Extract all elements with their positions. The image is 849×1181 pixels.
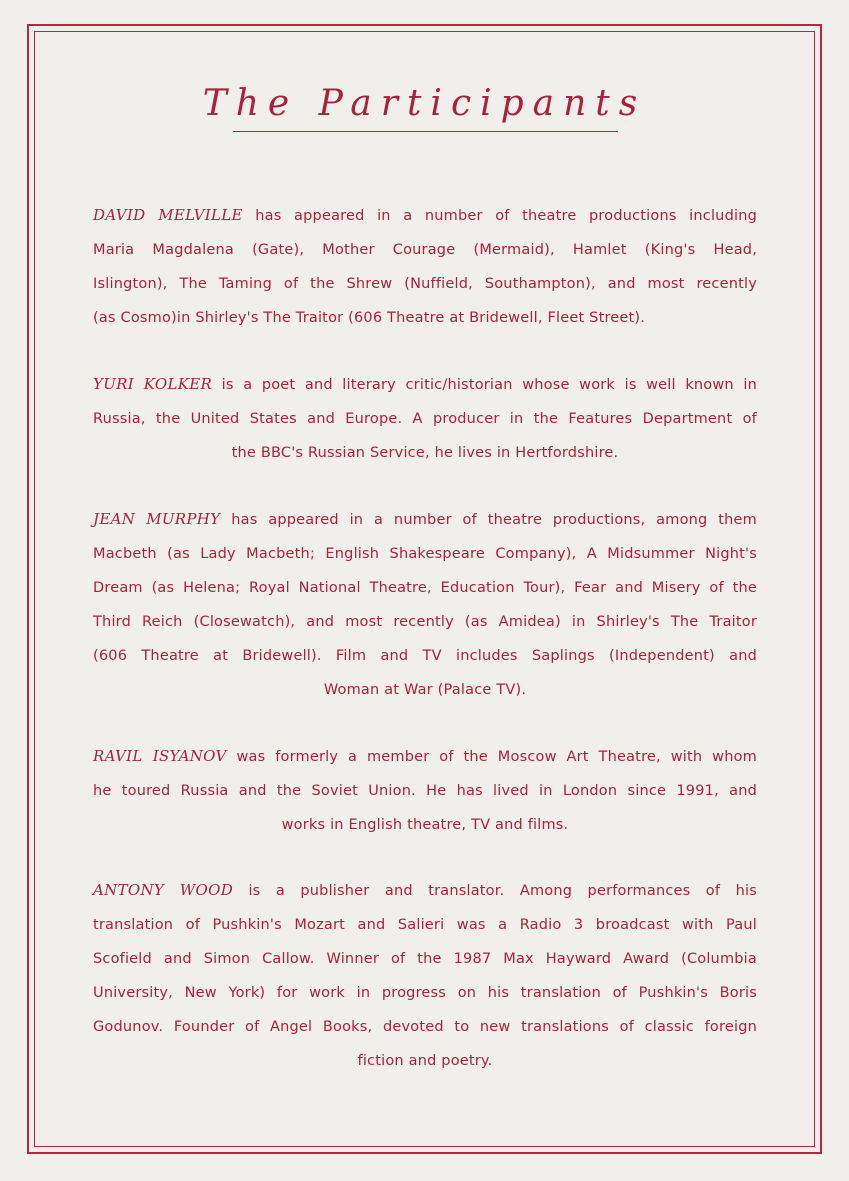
bio-line [93, 873, 757, 908]
bio-line: Third Reich (Closewatch), and most recently (as Amidea) in Shirley's The Traitor [93, 614, 757, 630]
bio-line: Maria Magdalena (Gate), Mother Courage (Mermaid), Hamlet (King's Head, [93, 242, 757, 258]
bio-line: (606 Theatre at Bridewell). Film and TV includes Saplings (Independent) and [93, 648, 757, 664]
bio-text: has appeared in a number of theatre productions, among them [220, 512, 757, 528]
participant-name: YURI KOLKER [93, 375, 213, 393]
bio-jean-murphy [93, 502, 757, 707]
bio-line: he toured Russia and the Soviet Union. He has lived in London since 1991, and [93, 783, 757, 799]
bio-line: Dream (as Helena; Royal National Theatre, Education Tour), Fear and Misery of the [93, 580, 757, 596]
bio-david-melville [93, 198, 757, 335]
bio-line: fiction and poetry. [357, 1053, 493, 1069]
bio-line [93, 502, 757, 537]
bio-text: is a poet and literary critic/historian whose work is well known in [212, 377, 758, 393]
participant-name: RAVIL ISYANOV [93, 747, 227, 765]
bio-line: Macbeth (as Lady Macbeth; English Shakespeare Company), A Midsummer Night's [93, 546, 757, 562]
bio-line: the BBC's Russian Service, he lives in Hertfordshire. [231, 445, 619, 461]
bio-line: Scofield and Simon Callow. Winner of the 1987 Max Hayward Award (Columbia [93, 951, 757, 967]
bio-line: Woman at War (Palace TV). [323, 682, 527, 698]
bio-line: Russia, the United States and Europe. A producer in the Features Department of [93, 411, 757, 427]
page-title: The Participants [202, 83, 647, 124]
participant-name: DAVID MELVILLE [93, 206, 243, 224]
title-underline [233, 131, 618, 132]
bio-ravil-isyanov [93, 739, 757, 842]
bio-line: translation of Pushkin's Mozart and Salieri was a Radio 3 broadcast with Paul [93, 917, 757, 933]
participant-name: JEAN MURPHY [93, 510, 221, 528]
bio-line: (as Cosmo)in Shirley's The Traitor (606 Theatre at Bridewell, Fleet Street). [93, 310, 646, 326]
bio-antony-wood [93, 873, 757, 1078]
bio-text: has appeared in a number of theatre productions including [242, 208, 758, 224]
bio-yuri-kolker [93, 367, 757, 470]
bio-line: Godunov. Founder of Angel Books, devoted to new translations of classic foreign [93, 1019, 757, 1035]
bio-line: works in English theatre, TV and films. [281, 817, 569, 833]
bio-line: University, New York) for work in progress on his translation of Pushkin's Boris [93, 985, 757, 1001]
participant-name: ANTONY WOOD [93, 881, 234, 899]
bio-line [93, 198, 757, 233]
bio-line [93, 367, 757, 402]
bio-line [93, 739, 757, 774]
bio-text: is a publisher and translator. Among performances of his [233, 883, 757, 899]
bio-text: was formerly a member of the Moscow Art Theatre, with whom [226, 749, 757, 765]
bio-line: Islington), The Taming of the Shrew (Nuffield, Southampton), and most recently [93, 276, 757, 292]
